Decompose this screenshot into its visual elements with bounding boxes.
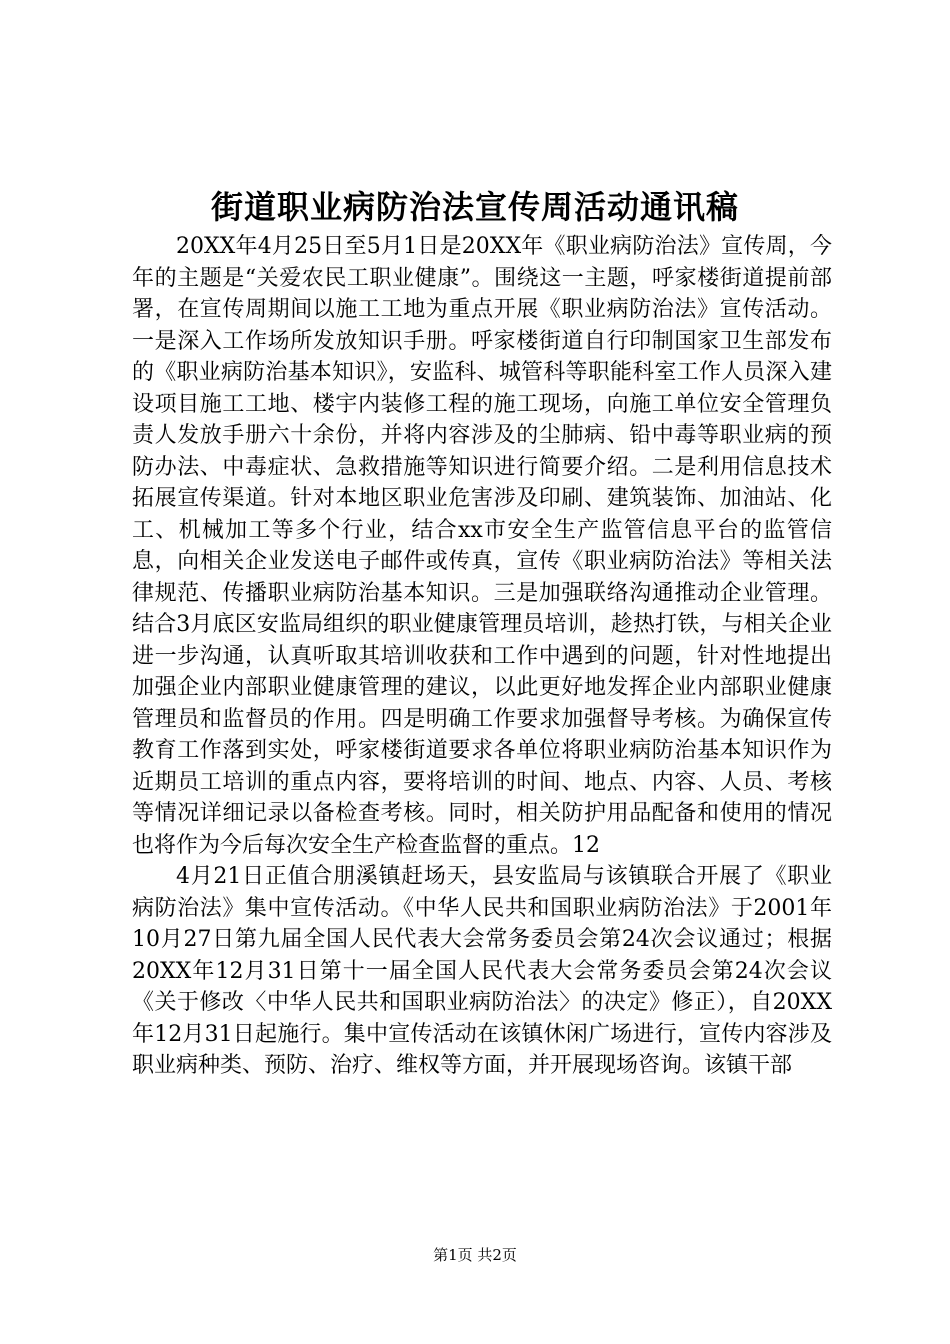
paragraph-2: 4月21日正值合朋溪镇赶场天，县安监局与该镇联合开展了《职业病防治法》集中宣传活动。《中华人民共和国职业病防治法》于2001年10月27日第九届全国人民代表大会常务委员会第24次会议通过；根据20XX年12月31日第十一届全国人民代表大会常务委员会第24次会议《关于修改〈中华人民共和国职业病防治法〉的决定》修正），自20XX年12月31日起施行。集中宣传活动在该镇休闲广场进行，宣传内容涉及职业病种类、预防、治疗、维权等方面，并开展现场咨询。该镇干部 xyxy=(132,864,832,1078)
paragraph-1: 20XX年4月25日至5月1日是20XX年《职业病防治法》宣传周，今年的主题是“关爱农民工职业健康”。围绕这一主题，呼家楼街道提前部署，在宣传周期间以施工工地为重点开展《职业病防治法》宣传活动。一是深入工作场所发放知识手册。呼家楼街道自行印制国家卫生部发布的《职业病防治基本知识》，安监科、城管科等职能科室工作人员深入建设项目施工工地、楼宇内装修工程的施工现场，向施工单位安全管理负责人发放手册六十余份，并将内容涉及的尘肺病、铅中毒等职业病的预防办法、中毒症状、急救措施等知识进行简要介绍。二是利用信息技术拓展宣传渠道。针对本地区职业危害涉及印刷、建筑装饰、加油站、化工、机械加工等多个行业，结合xx市安全生产监管信息平台的监管信息，向相关企业发送电子邮件或传真，宣传《职业病防治法》等相关法律规范、传播职业病防治基本知识。三是加强联络沟通推动企业管理。结合3月底区安监局组织的职业健康管理员培训，趁热打铁，与相关企业进一步沟通，认真听取其培训收获和工作中遇到的问题，针对性地提出加强企业内部职业健康管理的建议，以此更好地发挥企业内部职业健康管理员和监督员的作用。四是明确工作要求加强督导考核。为确保宣传教育工作落到实处，呼家楼街道要求各单位将职业病防治基本知识作为近期员工培训的重点内容，要将培训的时间、地点、内容、人员、考核等情况详细记录以备检查考核。同时，相关防护用品配备和使用的情况也将作为今后每次安全生产检查监督的重点。12 xyxy=(132,234,832,858)
page-number-footer: 第1页 共2页 xyxy=(433,1246,517,1264)
document-title: 街道职业病防治法宣传周活动通讯稿 xyxy=(210,188,739,226)
document-body xyxy=(132,231,832,1082)
